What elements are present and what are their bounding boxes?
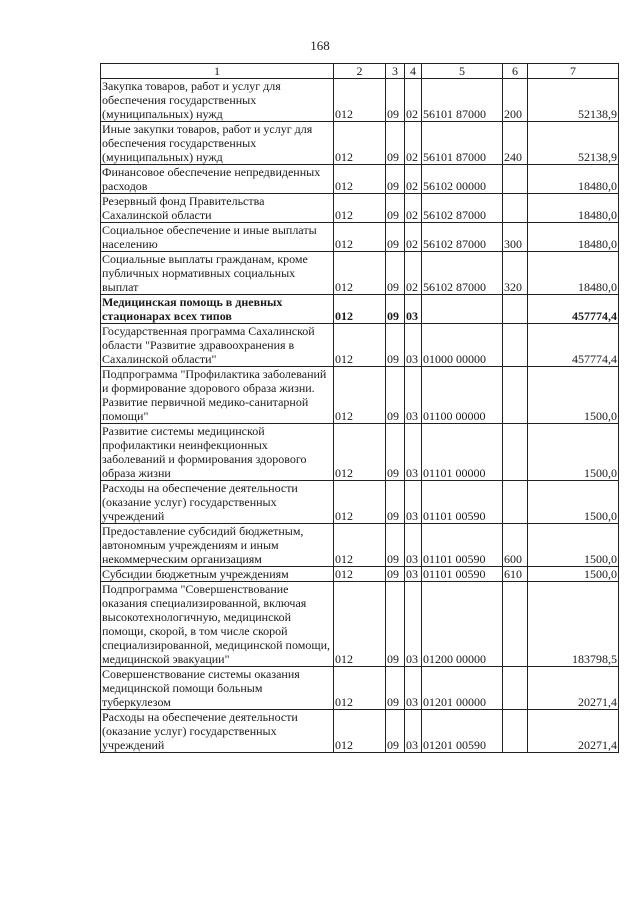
table-row [101, 367, 619, 424]
target-article-code: 01101 00590 [422, 567, 503, 582]
expense-type-code [503, 295, 528, 324]
expense-type-code [503, 165, 528, 194]
expense-type-code [503, 194, 528, 223]
column-header: 6 [503, 64, 528, 79]
expense-type-code: 600 [503, 524, 528, 567]
subsection-code: 03 [405, 295, 422, 324]
subsection-code: 02 [405, 223, 422, 252]
table-row [101, 324, 619, 367]
row-name: Расходы на обеспечение деятельности (оказание услуг) государственных учреждений [101, 481, 334, 524]
subsection-code: 03 [405, 367, 422, 424]
table-row [101, 567, 619, 582]
target-article-code: 56101 87000 [422, 79, 503, 122]
section-code: 09 [386, 79, 405, 122]
expense-type-code [503, 324, 528, 367]
expense-type-code [503, 367, 528, 424]
target-article-code: 01200 00000 [422, 582, 503, 667]
column-header: 4 [405, 64, 422, 79]
table-row [101, 424, 619, 481]
expense-type-code: 240 [503, 122, 528, 165]
row-name: Развитие системы медицинской профилактики неинфекционных заболеваний и формирования здорового образа жизни [101, 424, 334, 481]
column-header: 5 [422, 64, 503, 79]
table-row [101, 194, 619, 223]
subsection-code: 03 [405, 481, 422, 524]
row-name: Социальные выплаты гражданам, кроме публичных нормативных социальных выплат [101, 252, 334, 295]
row-name: Предоставление субсидий бюджетным, автономным учреждениям и иным некоммерческим организациям [101, 524, 334, 567]
expense-type-code [503, 481, 528, 524]
subsection-code: 03 [405, 324, 422, 367]
subsection-code: 03 [405, 567, 422, 582]
target-article-code: 56102 87000 [422, 223, 503, 252]
expense-type-code: 300 [503, 223, 528, 252]
amount-value: 18480,0 [528, 252, 619, 295]
target-article-code: 01101 00000 [422, 424, 503, 481]
amount-value: 20271,4 [528, 667, 619, 710]
row-name: Совершенствование системы оказания медицинской помощи больным туберкулезом [101, 667, 334, 710]
subsection-code: 03 [405, 582, 422, 667]
row-name: Подпрограмма "Совершенствование оказания специализированной, включая высокотехнологичную, медицинской помощи, скорой, в том числе скорой специализированной, медицинской помощи, медицинской эвакуации" [101, 582, 334, 667]
ministry-code: 012 [334, 667, 386, 710]
amount-value: 183798,5 [528, 582, 619, 667]
expense-type-code [503, 424, 528, 481]
row-name: Расходы на обеспечение деятельности (оказание услуг) государственных учреждений [101, 710, 334, 753]
budget-table [100, 63, 619, 753]
target-article-code: 01101 00590 [422, 481, 503, 524]
target-article-code [422, 295, 503, 324]
table-row [101, 481, 619, 524]
target-article-code: 56102 00000 [422, 165, 503, 194]
row-name: Медицинская помощь в дневных стационарах всех типов [101, 295, 334, 324]
amount-value: 20271,4 [528, 710, 619, 753]
column-header: 1 [101, 64, 334, 79]
target-article-code: 01201 00000 [422, 667, 503, 710]
subsection-code: 02 [405, 165, 422, 194]
ministry-code: 012 [334, 424, 386, 481]
section-code: 09 [386, 710, 405, 753]
subsection-code: 03 [405, 667, 422, 710]
ministry-code: 012 [334, 194, 386, 223]
amount-value: 1500,0 [528, 424, 619, 481]
table-row [101, 582, 619, 667]
subsection-code: 03 [405, 710, 422, 753]
section-code: 09 [386, 667, 405, 710]
amount-value: 18480,0 [528, 194, 619, 223]
section-code: 09 [386, 252, 405, 295]
ministry-code: 012 [334, 295, 386, 324]
table-row [101, 295, 619, 324]
target-article-code: 56102 87000 [422, 252, 503, 295]
target-article-code: 01201 00590 [422, 710, 503, 753]
ministry-code: 012 [334, 324, 386, 367]
subsection-code: 02 [405, 252, 422, 295]
amount-value: 1500,0 [528, 524, 619, 567]
section-code: 09 [386, 524, 405, 567]
amount-value: 18480,0 [528, 165, 619, 194]
section-code: 09 [386, 367, 405, 424]
expense-type-code [503, 710, 528, 753]
table-row [101, 667, 619, 710]
amount-value: 52138,9 [528, 79, 619, 122]
ministry-code: 012 [334, 567, 386, 582]
amount-value: 1500,0 [528, 567, 619, 582]
row-name: Резервный фонд Правительства Сахалинской области [101, 194, 334, 223]
subsection-code: 02 [405, 122, 422, 165]
section-code: 09 [386, 582, 405, 667]
column-header: 7 [528, 64, 619, 79]
ministry-code: 012 [334, 165, 386, 194]
amount-value: 457774,4 [528, 324, 619, 367]
expense-type-code: 610 [503, 567, 528, 582]
target-article-code: 56101 87000 [422, 122, 503, 165]
table-row [101, 223, 619, 252]
expense-type-code [503, 667, 528, 710]
row-name: Финансовое обеспечение непредвиденных расходов [101, 165, 334, 194]
amount-value: 1500,0 [528, 481, 619, 524]
section-code: 09 [386, 194, 405, 223]
target-article-code: 01101 00590 [422, 524, 503, 567]
column-header: 3 [386, 64, 405, 79]
ministry-code: 012 [334, 481, 386, 524]
ministry-code: 012 [334, 252, 386, 295]
table-row [101, 252, 619, 295]
expense-type-code: 200 [503, 79, 528, 122]
row-name: Закупка товаров, работ и услуг для обеспечения государственных (муниципальных) нужд [101, 79, 334, 122]
section-code: 09 [386, 567, 405, 582]
ministry-code: 012 [334, 582, 386, 667]
section-code: 09 [386, 223, 405, 252]
expense-type-code: 320 [503, 252, 528, 295]
page-number: 168 [310, 38, 330, 53]
column-header: 2 [334, 64, 386, 79]
amount-value: 18480,0 [528, 223, 619, 252]
row-name: Субсидии бюджетным учреждениям [101, 567, 334, 582]
target-article-code: 01000 00000 [422, 324, 503, 367]
target-article-code: 56102 87000 [422, 194, 503, 223]
section-code: 09 [386, 165, 405, 194]
ministry-code: 012 [334, 524, 386, 567]
section-code: 09 [386, 295, 405, 324]
table-row [101, 165, 619, 194]
row-name: Подпрограмма "Профилактика заболеваний и формирование здорового образа жизни. Развитие первичной медико-санитарной помощи" [101, 367, 334, 424]
row-name: Иные закупки товаров, работ и услуг для обеспечения государственных (муниципальных) нужд [101, 122, 334, 165]
row-name: Государственная программа Сахалинской области "Развитие здравоохранения в Сахалинской области" [101, 324, 334, 367]
ministry-code: 012 [334, 710, 386, 753]
section-code: 09 [386, 481, 405, 524]
section-code: 09 [386, 424, 405, 481]
subsection-code: 02 [405, 79, 422, 122]
section-code: 09 [386, 122, 405, 165]
amount-value: 1500,0 [528, 367, 619, 424]
table-row [101, 79, 619, 122]
ministry-code: 012 [334, 367, 386, 424]
ministry-code: 012 [334, 122, 386, 165]
subsection-code: 02 [405, 194, 422, 223]
table-row [101, 524, 619, 567]
row-name: Социальное обеспечение и иные выплаты населению [101, 223, 334, 252]
target-article-code: 01100 00000 [422, 367, 503, 424]
subsection-code: 03 [405, 524, 422, 567]
section-code: 09 [386, 324, 405, 367]
column-number-row [101, 64, 619, 79]
table-row [101, 122, 619, 165]
amount-value: 457774,4 [528, 295, 619, 324]
table-row [101, 710, 619, 753]
expense-type-code [503, 582, 528, 667]
ministry-code: 012 [334, 223, 386, 252]
amount-value: 52138,9 [528, 122, 619, 165]
subsection-code: 03 [405, 424, 422, 481]
ministry-code: 012 [334, 79, 386, 122]
